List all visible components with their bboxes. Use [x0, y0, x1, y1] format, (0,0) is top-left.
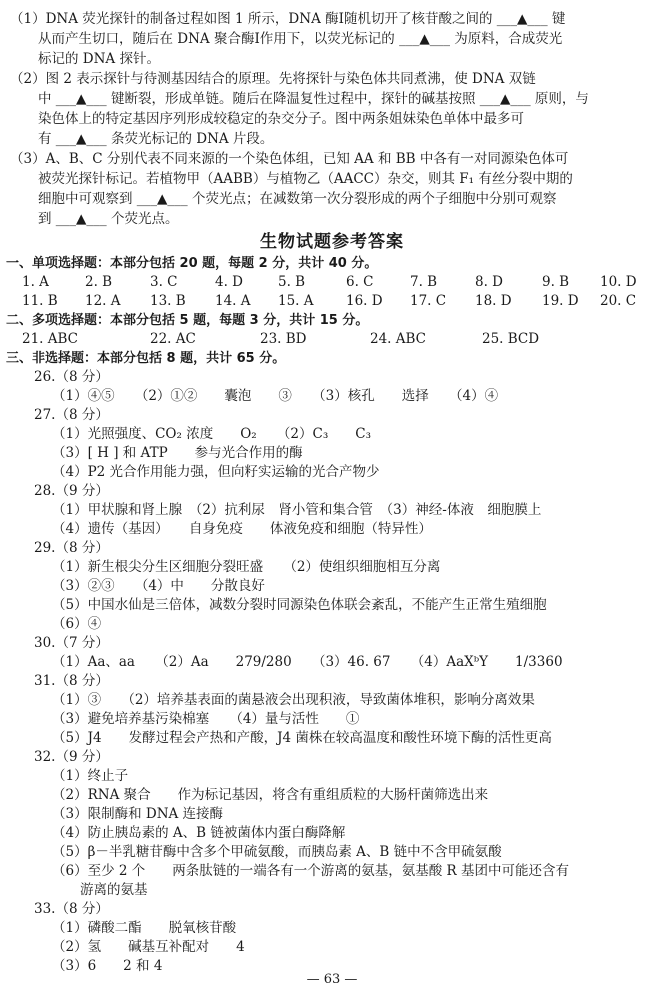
passage-line: 标记的 DNA 探针。	[38, 51, 160, 67]
section-heading: 三、非选择题：本部分包括 8 题，共计 65 分。	[6, 351, 286, 366]
answer-item: 25. BCD	[482, 331, 540, 347]
answer-line: （3）6 2 和 4	[52, 958, 163, 974]
answer-line: （3）限制酶和 DNA 连接酶	[52, 806, 224, 822]
passage-line: 到 ___▲___ 个荧光点。	[38, 211, 179, 227]
answer-item: 21. ABC	[22, 331, 79, 347]
answer-item: 6. C	[346, 274, 374, 290]
answer-line: （1）新生根尖分生区细胞分裂旺盛 （2）使组织细胞相互分离	[52, 559, 441, 575]
answer-item: 5. B	[278, 274, 306, 290]
answer-line: （6）④	[52, 616, 102, 632]
answer-line: （1）甲状腺和肾上腺 （2）抗利尿 肾小管和集合管 （3）神经-体液 细胞膜上	[52, 502, 542, 518]
passage-line: 中 ___▲___ 键断裂，形成单链。随后在降温复性过程中，探针的碱基按照 ___▲___ 原则，与	[38, 91, 589, 107]
answer-item: 15. A	[278, 293, 314, 309]
answer-line: （1）Aa、aa （2）Aa 279/280 （3）46. 67 （4）AaXᵇY 1/3360	[52, 654, 563, 670]
section-heading: 二、多项选择题：本部分包括 5 题，每题 3 分，共计 15 分。	[6, 313, 369, 328]
answer-line: （5）中国水仙是三倍体，减数分裂时同源染色体联会紊乱，不能产生正常生殖细胞	[52, 597, 547, 613]
passage-line: （3）A、B、C 分别代表不同来源的一个染色体组，已知 AA 和 BB 中各有一对同源染色体可	[10, 151, 569, 167]
answer-line: （3）[ H ] 和 ATP 参与光合作用的酶	[52, 445, 303, 461]
section-heading: 一、单项选择题：本部分包括 20 题，每题 2 分，共计 40 分。	[6, 256, 378, 271]
answer-line: 游离的氨基	[80, 882, 148, 898]
answer-item: 9. B	[542, 274, 570, 290]
answer-item: 7. B	[410, 274, 438, 290]
answer-item: 16. D	[346, 293, 383, 309]
passage-line: 从而产生切口，随后在 DNA 聚合酶Ⅰ作用下，以荧光标记的 ___▲___ 为原料，合成荧光	[38, 31, 563, 47]
answer-line: （1）光照强度、CO₂ 浓度 O₂ （2）C₃ C₃	[52, 426, 371, 442]
passage-line: 细胞中可观察到 ___▲___ 个荧光点；在减数第一次分裂形成的两个子细胞中分别可观察	[38, 191, 557, 207]
page-number: — 63 —	[306, 972, 358, 987]
answer-line: （1）④⑤ （2）①② 囊泡 ③ （3）核孔 选择 （4）④	[52, 388, 499, 404]
answer-line: （3）②③ （4）中 分散良好	[52, 578, 265, 594]
question-number: 28.（9 分）	[34, 483, 109, 499]
answer-line: （3）避免培养基污染棉塞 （4）量与活性 ①	[52, 711, 360, 727]
answer-line: （2）RNA 聚合 作为标记基因，将含有重组质粒的大肠杆菌筛选出来	[52, 787, 489, 803]
question-number: 27.（8 分）	[34, 407, 109, 423]
answer-line: （1）终止子	[52, 768, 129, 784]
answer-item: 12. A	[85, 293, 121, 309]
answer-item: 23. BD	[260, 331, 307, 347]
question-number: 33.（8 分）	[34, 901, 109, 917]
question-number: 30.（7 分）	[34, 635, 109, 651]
answer-item: 14. A	[215, 293, 251, 309]
answer-item: 18. D	[475, 293, 512, 309]
answer-item: 1. A	[22, 274, 49, 290]
question-number: 31.（8 分）	[34, 673, 109, 689]
answer-item: 19. D	[542, 293, 579, 309]
passage-line: （1）DNA 荧光探针的制备过程如图 1 所示，DNA 酶Ⅰ随机切开了核苷酸之间的 ___▲___ 键	[10, 11, 566, 27]
answer-item: 3. C	[150, 274, 178, 290]
answer-item: 10. D	[600, 274, 637, 290]
answer-line: （4）遗传（基因） 自身免疫 体液免疫和细胞（特异性）	[52, 521, 432, 537]
answer-item: 11. B	[22, 293, 58, 309]
passage-line: 染色体上的特定基因序列形成较稳定的杂交分子。图中两条姐妹染色单体中最多可	[38, 111, 524, 127]
passage-line: 被荧光探针标记。若植物甲（AABB）与植物乙（AACC）杂交，则其 F₁ 有丝分裂中期的	[38, 171, 573, 187]
answer-item: 20. C	[600, 293, 637, 309]
answer-line: （2）氢 碱基互补配对 4	[52, 939, 245, 955]
answer-line: （6）至少 2 个 两条肽链的一端各有一个游离的氨基，氨基酸 R 基团中可能还含有	[52, 863, 570, 879]
answer-line: （5）J4 发酵过程会产热和产酸，J4 菌株在较高温度和酸性环境下酶的活性更高	[52, 730, 552, 746]
question-number: 26.（8 分）	[34, 369, 109, 385]
passage-line: （2）图 2 表示探针与待测基因结合的原理。先将探针与染色体共同煮沸，使 DNA 双链	[10, 71, 536, 87]
answer-line: （1）③ （2）培养基表面的菌悬液会出现积液，导致菌体堆积，影响分离效果	[52, 692, 535, 708]
answer-line: （1）磷酸二酯 脱氧核苷酸	[52, 920, 237, 936]
answer-item: 13. B	[150, 293, 186, 309]
answer-item: 24. ABC	[370, 331, 427, 347]
answer-line: （4）P2 光合作用能力强，但向籽实运输的光合产物少	[52, 464, 380, 480]
answer-item: 8. D	[475, 274, 503, 290]
question-number: 32.（9 分）	[34, 749, 109, 765]
answer-line: （4）防止胰岛素的 A、B 链被菌体内蛋白酶降解	[52, 825, 346, 841]
passage-line: 有 ___▲___ 条荧光标记的 DNA 片段。	[38, 131, 274, 147]
answer-item: 2. B	[85, 274, 113, 290]
answer-item: 4. D	[215, 274, 243, 290]
answer-title: 生物试题参考答案	[260, 232, 404, 252]
answer-line: （5）β－半乳糖苷酶中含多个甲硫氨酸，而胰岛素 A、B 链中不含甲硫氨酸	[52, 844, 502, 860]
answer-item: 22. AC	[150, 331, 196, 347]
question-number: 29.（8 分）	[34, 540, 109, 556]
answer-item: 17. C	[410, 293, 447, 309]
